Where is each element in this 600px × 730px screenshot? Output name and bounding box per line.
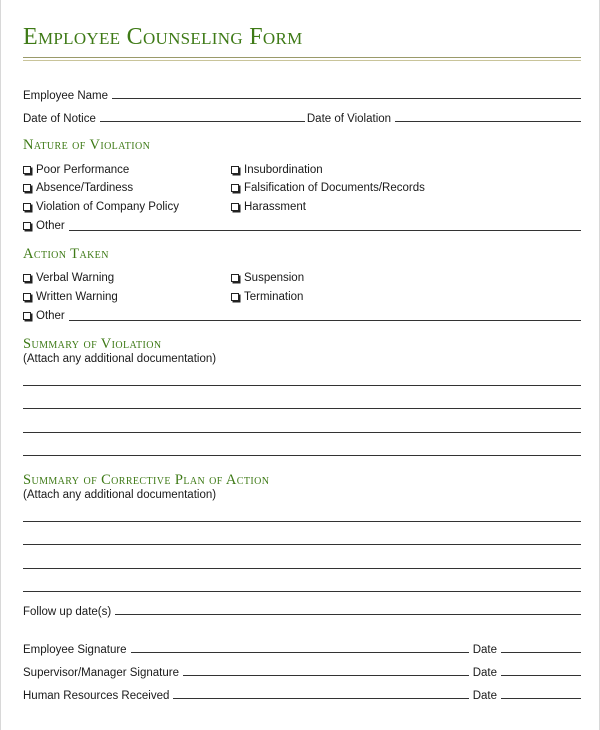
employee-signature-label: Employee Signature [23,644,127,656]
action-other-row [23,308,581,324]
action-taken-heading: Action Taken [23,246,109,262]
hr-received-date-field[interactable] [501,698,581,699]
checkbox-label: Violation of Company Policy [36,201,179,213]
summary-violation-line-3[interactable] [23,432,581,433]
checkbox-icon[interactable] [23,222,31,230]
title-divider [23,57,581,58]
checkbox-label: Termination [244,291,304,303]
date-of-violation-label: Date of Violation [306,113,392,125]
summary-corrective-line-4[interactable] [23,591,581,592]
date-label: Date [472,644,497,656]
checkbox-label: Verbal Warning [36,272,115,284]
checkbox-label: Poor Performance [36,164,130,176]
summary-violation-line-1[interactable] [23,385,581,386]
checkbox-label: Harassment [244,201,306,213]
date-of-notice-label: Date of Notice [23,113,96,125]
checkbox-label: Falsification of Documents/Records [244,182,425,194]
supervisor-signature-label: Supervisor/Manager Signature [23,667,179,679]
checkbox-insubordination[interactable] [231,162,323,178]
nature-of-violation-heading: Nature of Violation [23,137,151,153]
hr-received-row [23,686,581,702]
date-of-notice-field[interactable] [100,121,305,122]
summary-violation-line-4[interactable] [23,455,581,456]
follow-up-row [23,602,581,618]
date-of-violation-field[interactable] [395,121,581,122]
checkbox-violation-company-policy[interactable] [23,199,179,215]
checkbox-label: Other [36,220,65,232]
date-label: Date [472,667,497,679]
summary-corrective-line-3[interactable] [23,568,581,569]
checkbox-verbal-warning[interactable] [23,270,114,286]
summary-corrective-heading: Summary of Corrective Plan of Action [23,472,270,488]
checkbox-written-warning[interactable] [23,289,118,305]
checkbox-icon[interactable] [23,203,31,211]
supervisor-signature-row [23,663,581,679]
checkbox-icon[interactable] [23,312,31,320]
checkbox-label: Suspension [244,272,305,284]
summary-corrective-note: (Attach any additional documentation) [23,489,217,501]
checkbox-absence-tardiness[interactable] [23,180,133,196]
checkbox-violation-other[interactable] [23,218,65,234]
title-divider-secondary [23,60,581,61]
checkbox-icon[interactable] [23,166,31,174]
checkbox-suspension[interactable] [231,270,304,286]
dates-row [23,109,581,125]
checkbox-icon[interactable] [231,184,239,192]
checkbox-icon[interactable] [231,166,239,174]
employee-signature-date-field[interactable] [501,652,581,653]
supervisor-signature-field[interactable] [183,675,469,676]
checkbox-icon[interactable] [23,274,31,282]
summary-corrective-line-1[interactable] [23,521,581,522]
checkbox-action-other[interactable] [23,308,65,324]
summary-violation-line-2[interactable] [23,408,581,409]
violation-other-field[interactable] [69,230,581,231]
date-label: Date [472,690,497,702]
checkbox-icon[interactable] [231,293,239,301]
checkbox-falsification[interactable] [231,180,425,196]
checkbox-label: Other [36,310,65,322]
checkbox-icon[interactable] [231,274,239,282]
violation-other-row [23,218,581,234]
employee-signature-row [23,640,581,656]
checkbox-icon[interactable] [23,293,31,301]
checkbox-icon[interactable] [23,184,31,192]
employee-name-row [23,86,581,102]
employee-signature-field[interactable] [131,652,469,653]
summary-corrective-line-2[interactable] [23,544,581,545]
action-other-field[interactable] [69,320,581,321]
follow-up-label: Follow up date(s) [23,606,112,618]
supervisor-signature-date-field[interactable] [501,675,581,676]
checkbox-icon[interactable] [231,203,239,211]
checkbox-label: Written Warning [36,291,118,303]
checkbox-harassment[interactable] [231,199,306,215]
hr-received-label: Human Resources Received [23,690,170,702]
checkbox-label: Insubordination [244,164,323,176]
checkbox-termination[interactable] [231,289,303,305]
hr-received-field[interactable] [173,698,468,699]
summary-violation-heading: Summary of Violation [23,336,162,352]
employee-name-field[interactable] [112,98,581,99]
summary-violation-note: (Attach any additional documentation) [23,353,217,365]
page-title: Employee Counseling Form [23,24,303,50]
checkbox-label: Absence/Tardiness [36,182,134,194]
checkbox-poor-performance[interactable] [23,162,129,178]
employee-name-label: Employee Name [23,90,109,102]
follow-up-field[interactable] [115,614,581,615]
